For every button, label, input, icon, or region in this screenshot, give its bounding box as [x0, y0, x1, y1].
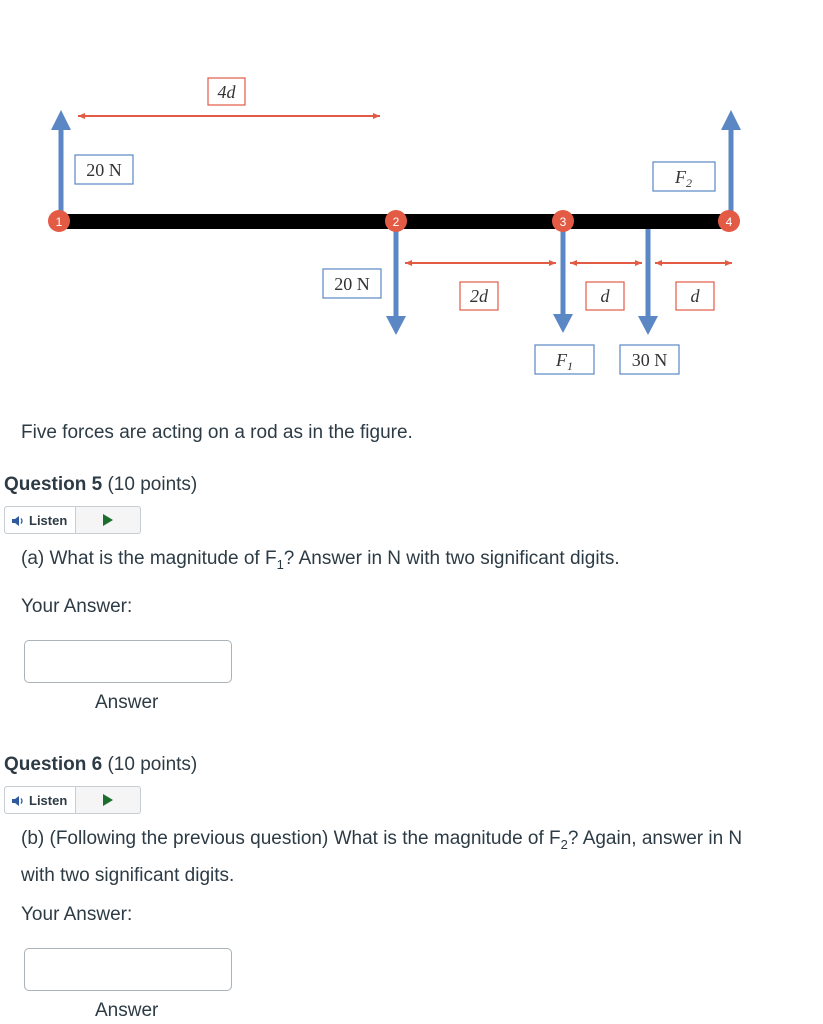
force-mid-down-arrowhead	[386, 316, 406, 335]
question-6-text: (b) (Following the previous question) What is the magnitude of $F_2$? Again, answer in N with two significant digits.	[21, 828, 743, 886]
speaker-icon	[11, 794, 25, 808]
point-1-label: 1	[55, 215, 63, 229]
force-f1-down-arrowhead	[553, 314, 573, 333]
question-6-play-button[interactable]	[76, 794, 140, 806]
question-5-your-answer-label: Your Answer:	[21, 596, 133, 617]
force-30-label: 30 N	[631, 350, 668, 370]
intro-text: Five forces are acting on a rod as in the figure.	[21, 422, 413, 443]
question-6-points: (10 points)	[107, 754, 198, 775]
force-f2-label: $F_2$	[675, 167, 692, 190]
force-f1-label: $F_1$	[556, 350, 573, 373]
question-5-listen-button[interactable]	[5, 507, 76, 533]
measure-d1-label: d	[600, 286, 610, 306]
force-mid-label: 20 N	[334, 274, 370, 294]
question-5-points: (10 points)	[107, 474, 198, 495]
measure-4d-label: 4d	[217, 82, 236, 102]
question-6-heading: Question 6	[4, 754, 103, 775]
question-5-listen-widget	[4, 506, 141, 534]
force-left-label: 20 N	[86, 160, 122, 180]
force-diagram	[0, 0, 823, 400]
question-5-answer-label: Answer	[95, 692, 159, 713]
question-5-listen-label: Listen	[29, 512, 68, 528]
force-left-up-arrowhead	[51, 110, 71, 130]
question-5-play-button[interactable]	[76, 514, 140, 526]
question-6-title	[4, 754, 197, 776]
question-5-text: (a) What is the magnitude of $F_1$? Answer in N with two significant digits.	[21, 548, 620, 572]
question-5-answer-input[interactable]	[24, 640, 232, 683]
question-6-answer-input[interactable]	[24, 948, 232, 991]
play-icon	[102, 514, 114, 526]
question-6-listen-label: Listen	[29, 792, 68, 808]
question-5-heading: Question 5	[4, 474, 103, 495]
point-4-label: 4	[725, 215, 733, 229]
force-30-down-arrowhead	[638, 316, 658, 335]
question-6-your-answer-label: Your Answer:	[21, 904, 133, 925]
question-6-answer-label: Answer	[95, 1000, 159, 1021]
speaker-icon	[11, 514, 25, 528]
measure-d2-label: d	[690, 286, 700, 306]
question-6-listen-widget	[4, 786, 141, 814]
question-5-title	[4, 474, 197, 496]
question-6-listen-button[interactable]	[5, 787, 76, 813]
point-3-label: 3	[559, 215, 567, 229]
force-f2-up-arrowhead	[721, 110, 741, 130]
play-icon	[102, 794, 114, 806]
measure-2d-label: 2d	[470, 286, 488, 306]
point-2-label: 2	[392, 215, 400, 229]
